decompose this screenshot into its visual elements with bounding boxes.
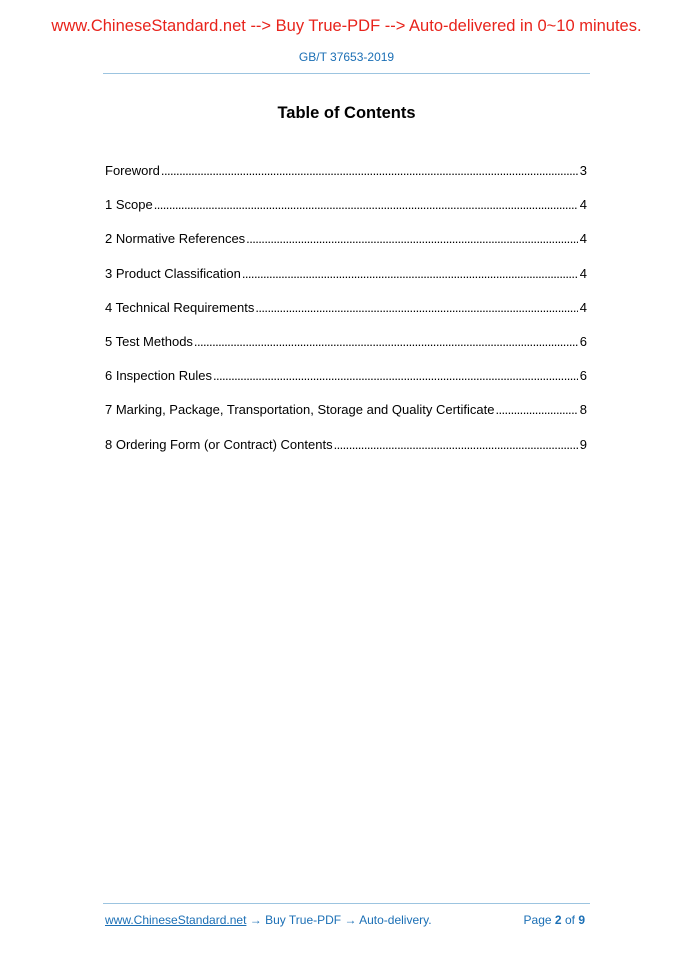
toc-entry-label: 4 Technical Requirements: [105, 299, 255, 315]
dot-leader: [334, 436, 578, 454]
page-title: Table of Contents: [277, 104, 416, 122]
toc-entry-label: 7 Marking, Package, Transportation, Storage and Quality Certificate: [105, 402, 495, 418]
table-of-contents: [105, 162, 587, 470]
toc-entry-page: 9: [579, 436, 587, 452]
dot-leader: [246, 230, 578, 248]
toc-entry-label: 8 Ordering Form (or Contract) Contents: [105, 436, 333, 452]
dot-leader: [495, 401, 577, 419]
site-link[interactable]: www.ChineseStandard.net: [105, 913, 247, 927]
toc-entry-scope[interactable]: [105, 196, 587, 230]
toc-entry-normative-references[interactable]: [105, 230, 587, 264]
toc-entry-page: 4: [579, 231, 587, 247]
toc-entry-inspection-rules[interactable]: [105, 367, 587, 401]
toc-entry-page: 4: [579, 299, 587, 315]
total-page-count: 9: [578, 913, 585, 927]
toc-entry-foreword[interactable]: [105, 162, 587, 196]
toc-entry-page: 4: [579, 197, 587, 213]
toc-entry-product-classification[interactable]: [105, 265, 587, 299]
footer-promo: [105, 913, 432, 927]
page-indicator: [524, 913, 585, 927]
standard-number: GB/T 37653-2019: [298, 50, 395, 64]
footer-tagline: → Buy True-PDF → Auto-delivery.: [246, 913, 432, 927]
toc-entry-ordering-form[interactable]: [105, 436, 587, 470]
dot-leader: [213, 367, 578, 385]
promo-banner[interactable]: www.ChineseStandard.net --> Buy True-PDF --> Auto-delivered in 0~10 minutes.: [51, 17, 642, 35]
page-word: Page: [523, 913, 552, 927]
dot-leader: [255, 299, 577, 317]
toc-entry-page: 6: [579, 333, 587, 349]
toc-entry-page: 4: [579, 265, 587, 281]
toc-entry-page: 3: [579, 163, 587, 178]
page-of-word: of: [564, 913, 575, 927]
toc-entry-label: Foreword: [105, 163, 160, 178]
toc-entry-technical-requirements[interactable]: [105, 299, 587, 333]
toc-entry-label: 1 Scope: [105, 197, 153, 213]
toc-entry-page: 8: [579, 402, 587, 418]
toc-entry-label: 2 Normative References: [105, 231, 246, 247]
dot-leader: [242, 265, 578, 283]
header-divider: [103, 73, 590, 74]
toc-entry-marking-package[interactable]: [105, 401, 587, 435]
toc-entry-label: 5 Test Methods: [105, 333, 193, 349]
current-page-number: 2: [554, 913, 562, 927]
dot-leader: [154, 196, 578, 214]
toc-entry-label: 3 Product Classification: [105, 265, 241, 281]
toc-entry-label: 6 Inspection Rules: [105, 368, 212, 384]
toc-entry-test-methods[interactable]: [105, 333, 587, 367]
footer-divider: [103, 903, 590, 904]
dot-leader: [161, 162, 578, 180]
toc-entry-page: 6: [579, 368, 587, 384]
dot-leader: [194, 333, 578, 351]
